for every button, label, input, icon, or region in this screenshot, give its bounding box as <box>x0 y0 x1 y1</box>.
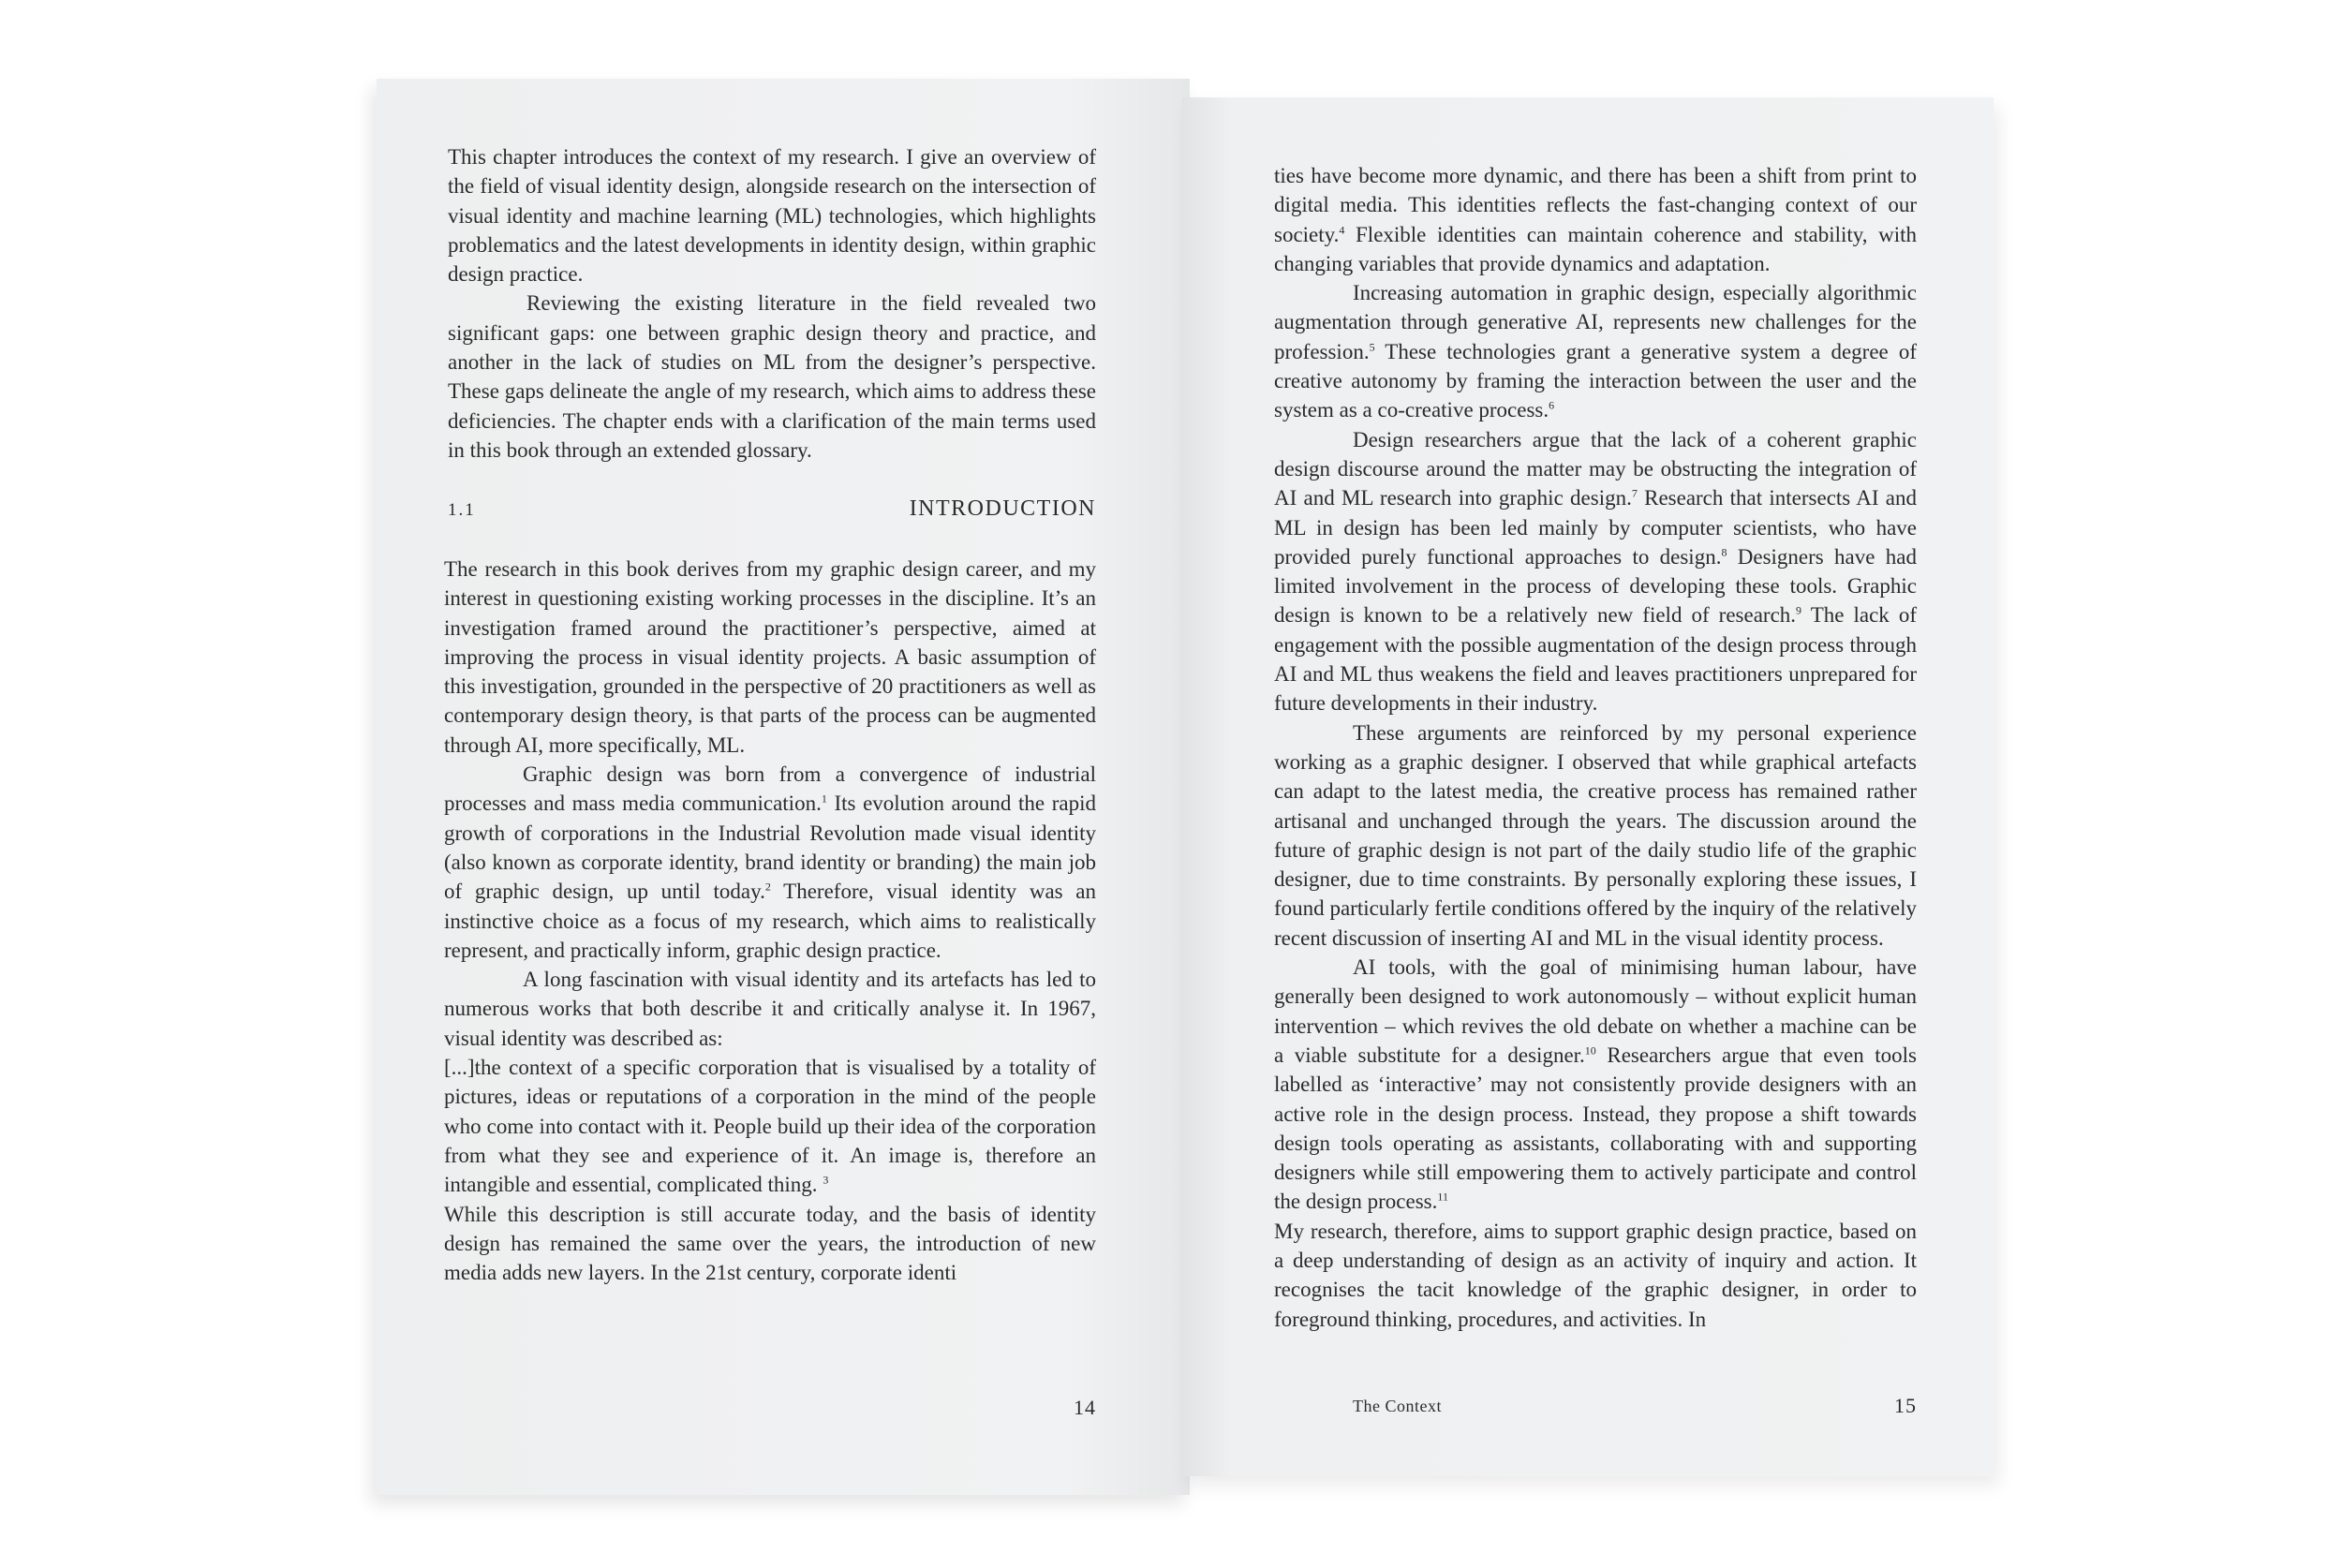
body-paragraph <box>1274 278 1917 424</box>
body-paragraph: These arguments are reinforced by my personal experience working as a graphic designer. I observed that while graphical artefacts can adapt to the latest media, the creative process has remained rather artisanal and unchanged through the years. The discussion around the future of graphic design is not part of the daily studio life of the graphic designer, due to time constraints. By personally exploring these issues, I found particularly fertile conditions offered by the inquiry of the relatively recent discussion of inserting AI and ML in the visual identity process. <box>1274 720 1917 950</box>
body-sentence: Therefore, visual identity was an instinctive choice as a focus of my research, which aims to realistically represent, and practically inform, graphic design practice. <box>444 880 1097 962</box>
right-page <box>1182 97 1994 1476</box>
body-paragraph <box>1274 953 1917 1217</box>
footnote-marker: 1 <box>821 791 827 806</box>
block-quote <box>444 1053 1096 1199</box>
body-sentence: Design researchers argue that the lack of a coherent graphic design discourse around the matter may be obstructing the integration of AI and ML research into graphic design. <box>1274 427 1917 510</box>
body-sentence: Researchers argue that even tools labelled as ‘interactive’ may not consistently provide designers with an active role in the design process. Instead, they propose a shift towards design tools operating as assistants, collaborating with and supporting designers while still empowering them to actively participate and control the design process. <box>1274 1043 1917 1214</box>
footnote-marker: 6 <box>1549 398 1555 412</box>
body-sentence: ties have become more dynamic, and there has been a shift from print to digital media. This identities reflects the fast-changing context of our society. <box>1274 164 1917 246</box>
body-paragraph <box>444 760 1096 965</box>
intro-paragraph: Reviewing the existing literature in the field revealed two significant gaps: one between graphic design theory and practice, and another in the lack of studies on ML from the designer’s perspective. These gaps delineate the angle of my research, which aims to address these deficiencies. The chapter ends with a clarification of the main terms used in this book through an extended glossary. <box>448 291 1096 462</box>
body-text <box>1274 161 1917 1334</box>
footnote-marker: 7 <box>1631 486 1638 500</box>
body-sentence: Its evolution around the rapid growth of corporations in the Industrial Revolution made visual identity (also known as corporate identity, brand identity or branding) the main job of graphic design, up until today. <box>444 791 1097 904</box>
body-text <box>444 555 1096 1287</box>
body-sentence: Graphic design was born from a convergence of industrial processes and mass media communication. <box>444 762 1096 816</box>
body-sentence: AI tools, with the goal of minimising human labour, have generally been designed to work autonomously – without explicit human intervention – which revives the old debate on whether a machine can be a viable substitute for a designer. <box>1274 955 1917 1067</box>
footnote-marker: 11 <box>1437 1190 1448 1204</box>
page-number: 14 <box>1074 1396 1096 1419</box>
body-paragraph: My research, therefore, aims to support graphic design practice, based on a deep understanding of design as an activity of inquiry and action. It recognises the tacit knowledge of the graphic designer, in order to foreground thinking, procedures, and activities. In <box>1274 1219 1917 1331</box>
body-sentence: Flexible identities can maintain coherence and stability, with changing variables that provide dynamics and adaptation. <box>1274 222 1917 275</box>
footnote-marker: 8 <box>1721 545 1727 559</box>
body-sentence: Designers have had limited involvement in the process of developing these tools. Graphic design is known to be a relatively new field of research. <box>1274 544 1917 628</box>
body-sentence: The lack of engagement with the possible augmentation of the design process through AI and ML thus weakens the field and leaves practitioners unprepared for future developments in their industry. <box>1274 603 1917 716</box>
running-head: The Context <box>1353 1397 1442 1415</box>
footnote-marker: 4 <box>1339 222 1345 236</box>
footnote-marker: 9 <box>1796 603 1802 617</box>
chapter-intro <box>448 142 1096 465</box>
page-number: 15 <box>1894 1394 1917 1417</box>
quote-text: [...]the context of a specific corporation that is visualised by a totality of pictures, ideas or reputations of a corporation in the mind of the people who come into contact with it. People build up their idea of the corporation from what they see and experience of it. An image is, therefore an intangible and essential, complicated thing. <box>444 1056 1096 1197</box>
body-paragraph: A long fascination with visual identity and its artefacts has led to numerous works that both describe it and critically analyse it. In 1967, visual identity was described as: <box>444 968 1096 1050</box>
footnote-marker: 3 <box>823 1173 829 1187</box>
section-number: 1.1 <box>448 500 476 520</box>
left-page <box>377 79 1190 1495</box>
body-paragraph: While this description is still accurate today, and the basis of identity design has remained the same over the years, the introduction of new media adds new layers. In the 21st century, corporate identi <box>444 1202 1096 1285</box>
intro-paragraph: This chapter introduces the context of my research. I give an overview of the field of visual identity design, alongside research on the intersection of visual identity and machine learning (ML) technologies, which highlights problematics and the latest developments in identity design, within graphic design practice. <box>448 145 1096 287</box>
footnote-marker: 5 <box>1369 340 1375 354</box>
body-sentence: Research that intersects AI and ML in design has been led mainly by computer scientists, who have provided purely functional approaches to design. <box>1274 486 1917 569</box>
section-heading <box>448 496 1096 522</box>
footnote-marker: 10 <box>1584 1043 1596 1058</box>
body-paragraph <box>1274 425 1917 718</box>
section-title: INTRODUCTION <box>909 496 1096 521</box>
body-paragraph: The research in this book derives from my graphic design career, and my interest in questioning existing working processes in the discipline. It’s an investigation framed around the practitioner’s perspective, aimed at improving the process in visual identity projects. A basic assumption of this investigation, grounded in the perspective of 20 practitioners as well as contemporary design theory, is that parts of the process can be augmented through AI, more specifically, ML. <box>444 557 1096 757</box>
body-sentence: These technologies grant a generative system a degree of creative autonomy by framing the interaction between the user and the system as a co-creative process. <box>1274 339 1917 422</box>
body-paragraph <box>1274 161 1917 278</box>
body-sentence: Increasing automation in graphic design, especially algorithmic augmentation through generative AI, represents new challenges for the profession. <box>1274 281 1917 363</box>
footnote-marker: 2 <box>764 880 771 894</box>
